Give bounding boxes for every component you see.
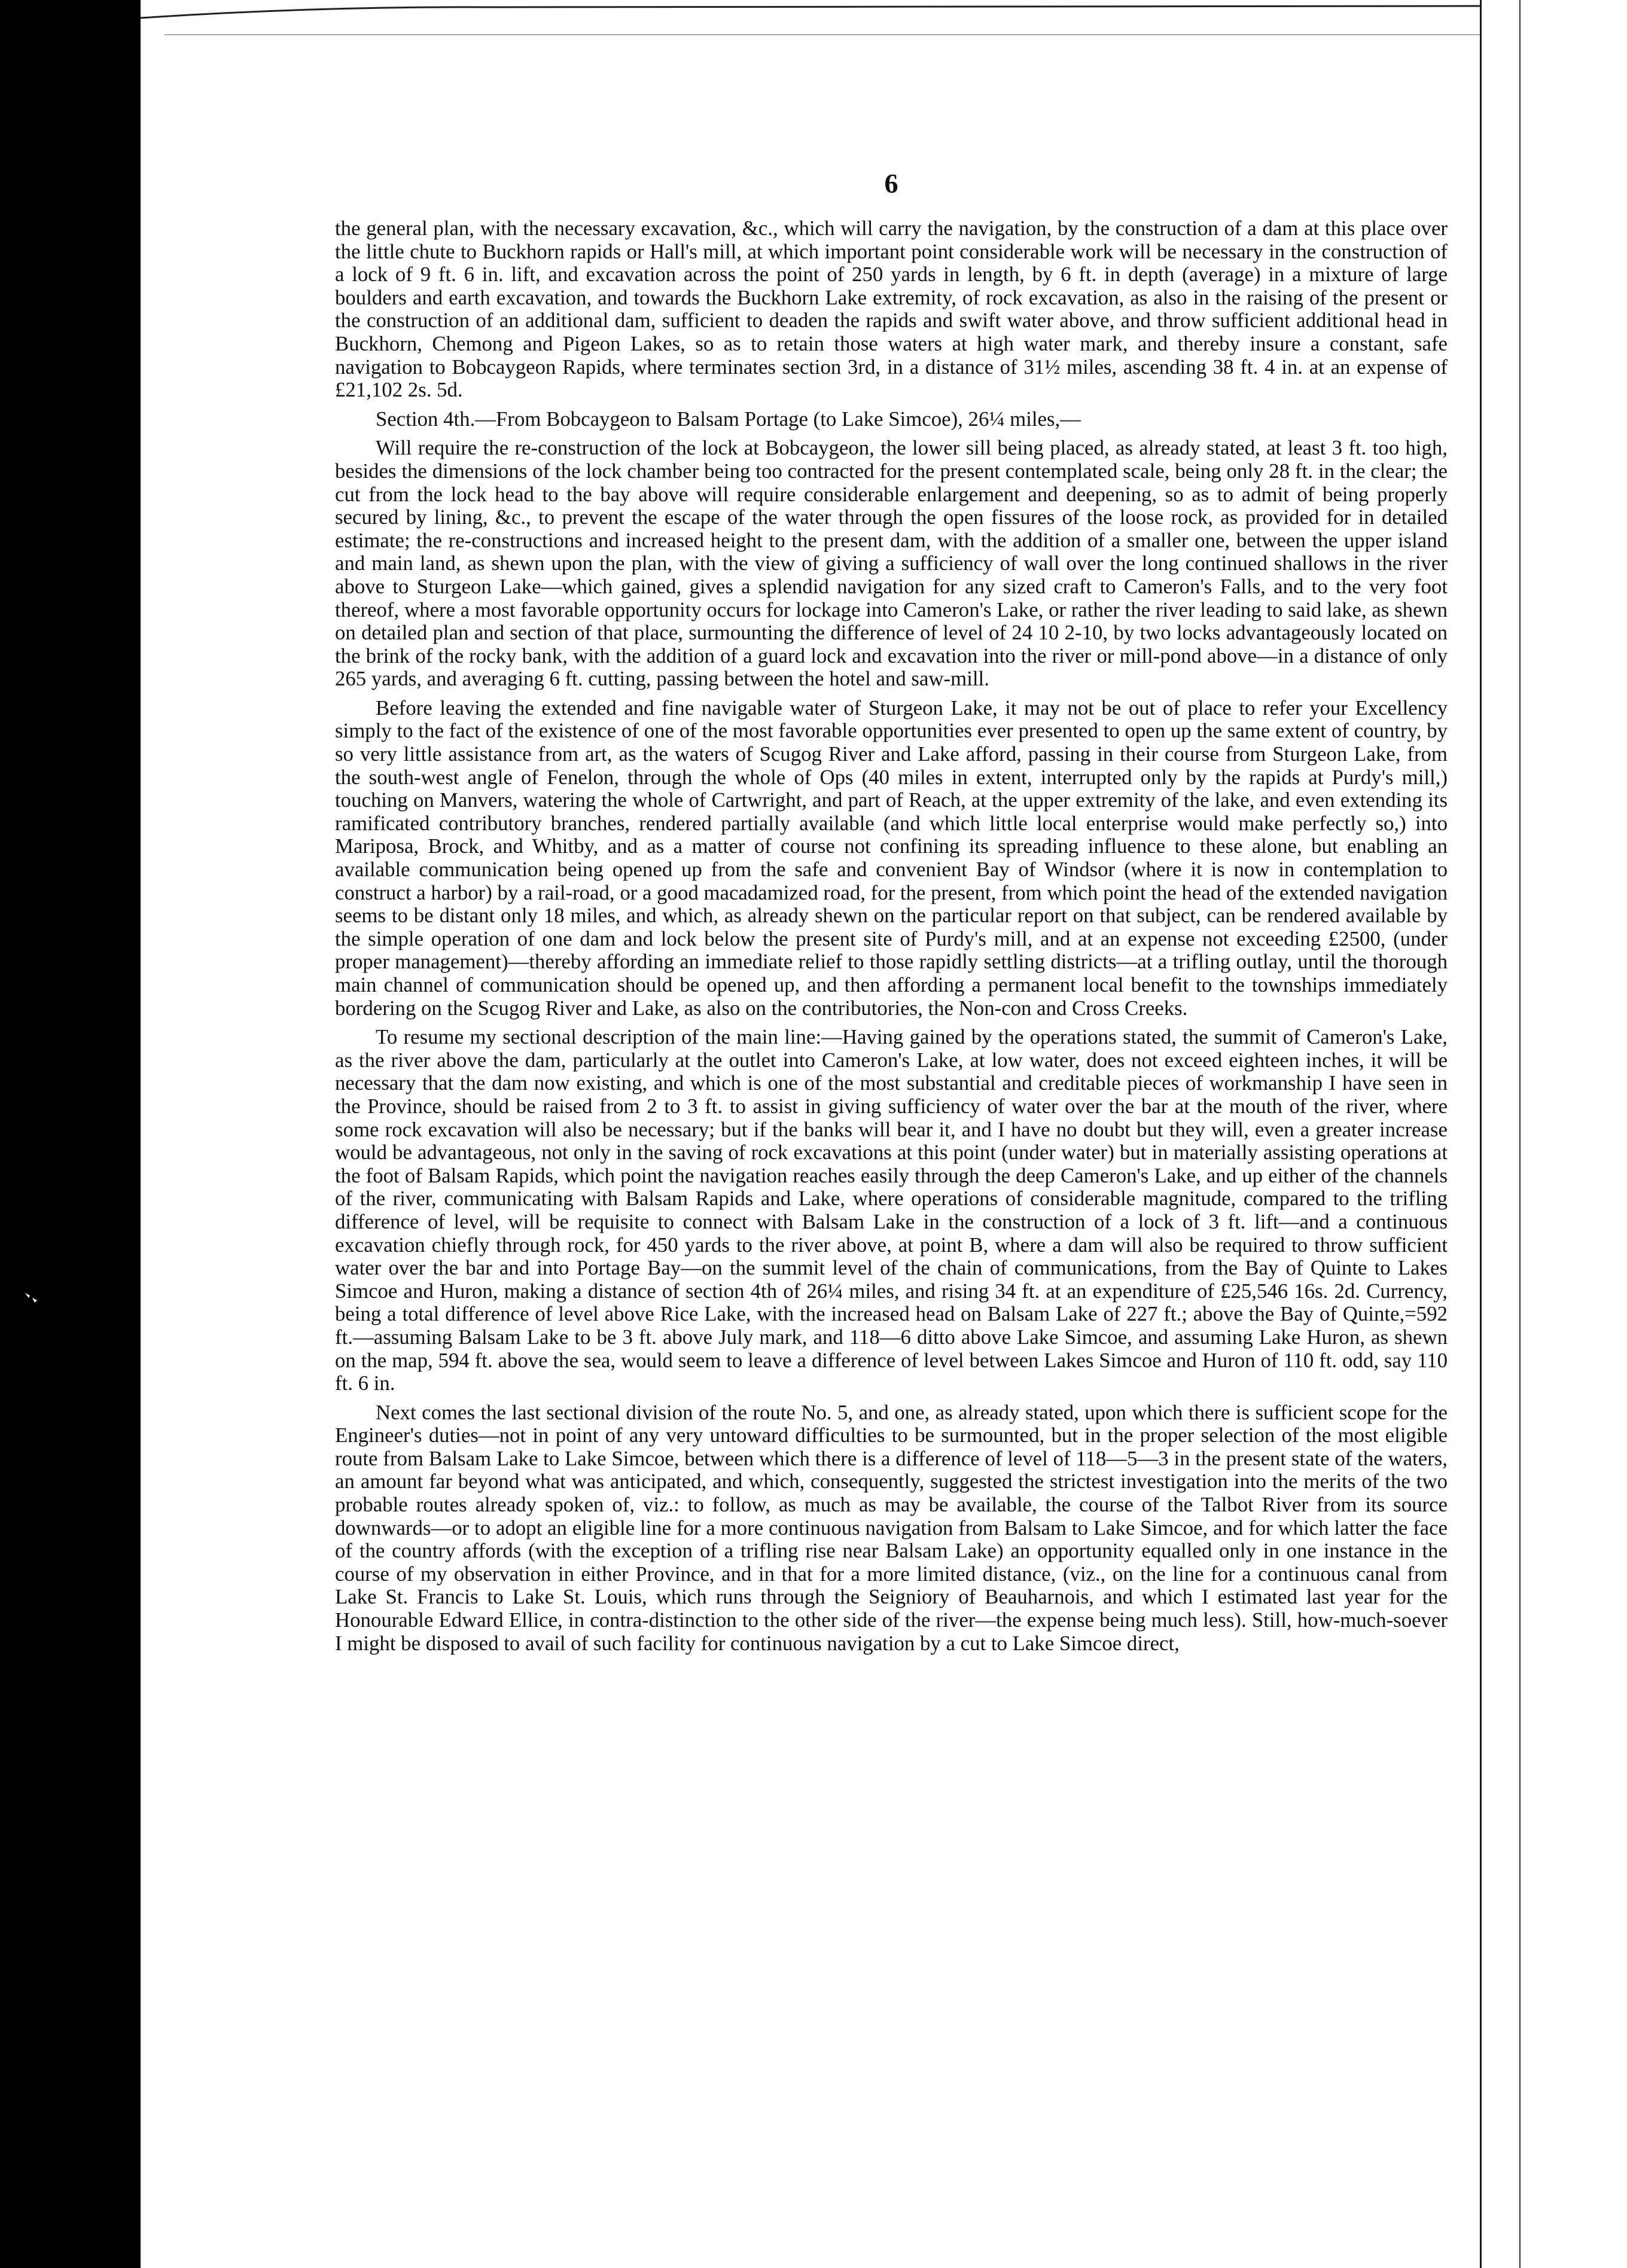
page-edge — [1480, 0, 1482, 2268]
paragraph: To resume my sectional description of the main line:—Having gained by the operations stated, the summit of Cameron's Lake, as the river above the dam, particularly at the outlet into Cameron's Lake, at low water, does not exceed eighteen inches, it will be necessary that the dam now existing, and which is one of the most substantial and creditable pieces of workmanship I have seen in the Province, should be raised from 2 to 3 ft. to assist in giving sufficiency of water over the bar at the mouth of the river, where some rock excavation will also be necessary; but if the banks will bear it, and I have no doubt but they will, even a greater increase would be advantageous, not only in the saving of rock excavations at this point (under water) but in materially assisting operations at the foot of Balsam Rapids, which point the navigation reaches easily through the deep Cameron's Lake, and up either of the channels of the river, communicating with Balsam Rapids and Lake, where operations of considerable magnitude, compared to the trifling difference of level, will be requisite to connect with Balsam Lake in the construction of a lock of 3 ft. lift—and a continuous excavation chiefly through rock, for 450 yards to the river above, at point B, where a dam will also be required to throw sufficient water over the bar and into Portage Bay—on the summit level of the chain of communications, from the Bay of Quinte to Lakes Simcoe and Huron, making a distance of section 4th of 26¼ miles, and rising 34 ft. at an expenditure of £25,546 16s. 2d. Currency, being a total difference of level above Rice Lake, with the increased head on Balsam Lake of 227 ft.; above the Bay of Quinte,=592 ft.—assuming Balsam Lake to be 3 ft. above July mark, and 118—6 ditto above Lake Simcoe, and assuming Lake Huron, as shewn on the map, 594 ft. above the sea, would seem to leave a difference of level between Lakes Simcoe and Huron of 110 ft. odd, say 110 ft. 6 in. — [335, 1025, 1448, 1395]
document-page — [335, 150, 1448, 2255]
page-stack-edge — [141, 0, 1480, 36]
paragraph: Next comes the last sectional division of the route No. 5, and one, as already stated, upon which there is sufficient scope for the Engineer's duties—not in point of any very untoward difficulties to be surmounted, but in the proper selection of the most eligible route from Balsam Lake to Lake Simcoe, between which there is a difference of level of 118—5—3 in the present state of the waters, an amount far beyond what was anticipated, and which, consequently, suggested the strictest investigation into the merits of the two probable routes already spoken of, viz.: to follow, as much as may be available, the course of the Talbot River from its source downwards—or to adopt an eligible line for a more continuous navigation from Balsam to Lake Simcoe, and for which latter the face of the country affords (with the exception of a trifling rise near Balsam Lake) an opportunity equalled only in one instance in the course of my observation in either Province, and in that for a more limited distance, (viz., on the line for a continuous canal from Lake St. Francis to Lake St. Louis, which runs through the Seigniory of Beauharnois, and which I estimated last year for the Honourable Edward Ellice, in contra-distinction to the other side of the river—the expense being much less). Still, how-much-soever I might be disposed to avail of such facility for continuous navigation by a cut to Lake Simcoe direct, — [335, 1400, 1448, 1655]
section-heading: Section 4th.—From Bobcaygeon to Balsam Portage (to Lake Simcoe), 26¼ miles,— — [376, 407, 1081, 431]
paragraph: Will require the re-construction of the lock at Bobcaygeon, the lower sill being placed, as already stated, at least 3 ft. too high, besides the dimensions of the lock chamber being too contracted for the present contemplated scale, being only 28 ft. in the clear; the cut from the lock head to the bay above will require considerable enlargement and deepening, so as to admit of being properly secured by lining, &c., to prevent the escape of the water through the open fissures of the loose rock, as provided for in detailed estimate; the re-constructions and increased height to the present dam, with the addition of a smaller one, between the upper island and main land, as shewn upon the plan, with the view of giving a sufficiency of wall over the long continued shallows in the river above to Sturgeon Lake—which gained, gives a splendid navigation for any sized craft to Cameron's Falls, and to the very foot thereof, where a most favorable opportunity occurs for lockage into Cameron's Lake, or rather the river leading to said lake, as shewn on detailed plan and section of that place, surmounting the difference of level of 24 10 2-10, by two locks advantageously located on the brink of the rocky bank, with the addition of a guard lock and excavation into the river or mill-pond above—in a distance of only 265 yards, and averaging 6 ft. cutting, passing between the hotel and saw-mill. — [335, 436, 1448, 691]
scan-mark — [24, 1292, 42, 1304]
page-edge — [1519, 0, 1521, 2268]
scan-margin — [0, 0, 141, 2268]
paragraph: Before leaving the extended and fine navigable water of Sturgeon Lake, it may not be out of place to refer your Excellency simply to the fact of the existence of one of the most favorable opportunities ever presented to open up the same extent of country, by so very little assistance from art, as the waters of Scugog River and Lake afford, passing in their course from Sturgeon Lake, from the south-west angle of Fenelon, through the whole of Ops (40 miles in extent, interrupted only by the rapids at Purdy's mill,) touching on Manvers, watering the whole of Cartwright, and part of Reach, at the upper extremity of the lake, and even extending its ramificated contributory branches, rendered partially available (and which little local enterprise would make perfectly so,) into Mariposa, Brock, and Whitby, and as a matter of course not confining its spreading influence to these alone, but enabling an available communication being opened up from the safe and convenient Bay of Windsor (where it is now in contemplation to construct a harbor) by a rail-road, or a good macadamized road, for the present, from which point the head of the extended navigation seems to be distant only 18 miles, and which, as already shewn on the particular report on that subject, can be rendered available by the simple operation of one dam and lock below the present site of Purdy's mill, and at an expense not exceeding £2500, (under proper management)—thereby affording an immediate relief to those rapidly settling districts—at a trifling outlay, until the thorough main channel of communication should be opened up, and then affording a permanent local benefit to the townships immediately bordering on the Scugog River and Lake, as also on the contributories, the Non-con and Cross Creeks. — [335, 696, 1448, 1020]
body-text — [335, 217, 1448, 1655]
paragraph: the general plan, with the necessary excavation, &c., which will carry the navigation, by the construction of a dam at this place over the little chute to Buckhorn rapids or Hall's mill, at which important point considerable work will be necessary in the construction of a lock of 9 ft. 6 in. lift, and excavation across the point of 250 yards in length, by 6 ft. in depth (average) in a mixture of large boulders and earth excavation, and towards the Buckhorn Lake extremity, of rock excavation, as also in the raising of the present or the construction of an additional dam, sufficient to deaden the rapids and swift water above, and throw sufficient additional head in Buckhorn, Chemong and Pigeon Lakes, so as to retain those waters at high water mark, and thereby insure a constant, safe navigation to Bobcaygeon Rapids, where terminates section 3rd, in a distance of 31½ miles, ascending 38 ft. 4 in. at an expense of £21,102 2s. 5d. — [335, 217, 1448, 402]
page-number: 6 — [884, 168, 898, 199]
